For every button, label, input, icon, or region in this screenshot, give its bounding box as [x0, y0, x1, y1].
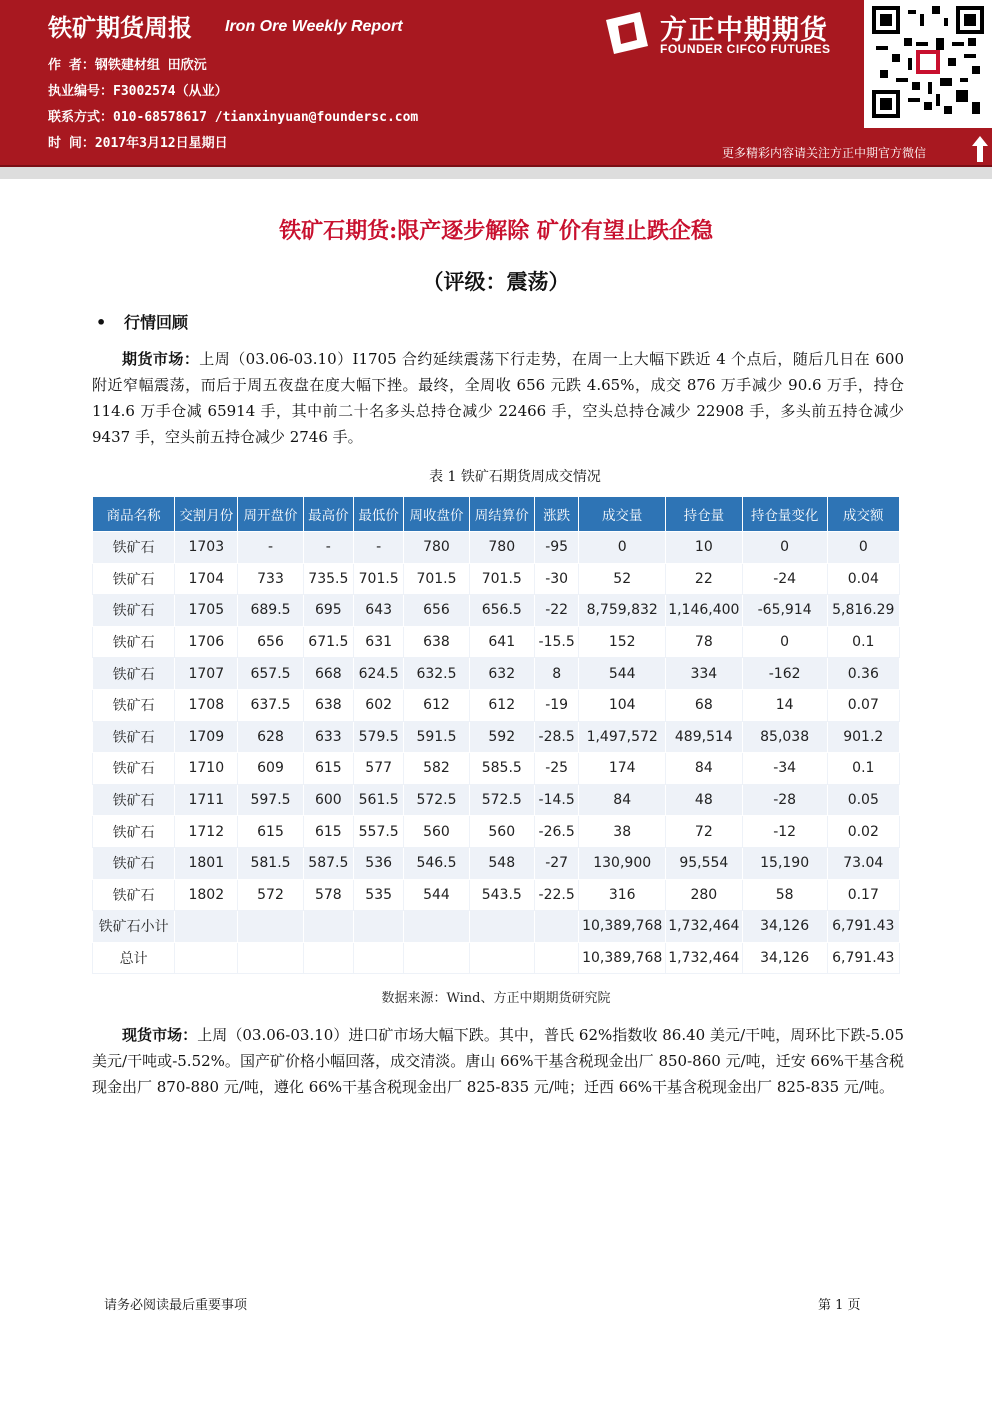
table-cell: 671.5: [303, 626, 353, 658]
table-cell: 489,514: [666, 721, 743, 753]
section-heading-text: 行情回顾: [124, 313, 189, 332]
table-row: [93, 563, 900, 595]
author-value: 钢铁建材组 田欣沅: [94, 58, 207, 73]
table-cell: 544: [579, 658, 666, 690]
table-cell: [175, 942, 238, 974]
table-cell: 0.07: [827, 689, 899, 721]
table-cell: 1705: [175, 595, 238, 627]
table-row: [93, 721, 900, 753]
table-cell: 701.5: [354, 563, 404, 595]
page-number: 第 1 页: [818, 1298, 861, 1313]
table-cell: 铁矿石: [93, 816, 175, 848]
table-cell: 633: [303, 721, 353, 753]
table-row: [93, 847, 900, 879]
table-cell: 铁矿石: [93, 721, 175, 753]
table-cell: -65,914: [742, 595, 827, 627]
date-row: [48, 132, 228, 151]
table-cell: -: [238, 532, 303, 564]
contact-row: [48, 106, 418, 125]
table-cell: 656.5: [469, 595, 534, 627]
column-header: 最低价: [354, 497, 404, 532]
table-cell: 0: [742, 532, 827, 564]
column-header: 周结算价: [469, 497, 534, 532]
spot-lead: 现货市场：: [122, 1026, 198, 1044]
table-cell: 34,126: [742, 942, 827, 974]
table-cell: 38: [579, 816, 666, 848]
logo-cn-text: 方正中期期货: [660, 15, 828, 46]
table-cell: -30: [534, 563, 578, 595]
table-cell: 668: [303, 658, 353, 690]
table-cell: 561.5: [354, 784, 404, 816]
table-cell: 572.5: [404, 784, 469, 816]
table-cell: 84: [579, 784, 666, 816]
table-cell: 656: [238, 626, 303, 658]
table-cell: 581.5: [238, 847, 303, 879]
table-cell: 1802: [175, 879, 238, 911]
table-cell: 1709: [175, 721, 238, 753]
table-cell: 591.5: [404, 721, 469, 753]
table-cell: 130,900: [579, 847, 666, 879]
table-cell: 544: [404, 879, 469, 911]
column-header: 成交额: [827, 497, 899, 532]
column-header: 交割月份: [175, 497, 238, 532]
table-cell: 铁矿石: [93, 689, 175, 721]
table-cell: 104: [579, 689, 666, 721]
table-cell: 34,126: [742, 911, 827, 943]
table-cell: 560: [469, 816, 534, 848]
report-title: 铁矿期货周报: [48, 14, 192, 42]
article-rating: （评级：震荡）: [422, 269, 570, 294]
table-cell: 572: [238, 879, 303, 911]
table-cell: [404, 911, 469, 943]
table-cell: 582: [404, 753, 469, 785]
table-row: [93, 532, 900, 564]
table-cell: 48: [666, 784, 743, 816]
table-cell: 543.5: [469, 879, 534, 911]
table-cell: 10: [666, 532, 743, 564]
table-cell: 632.5: [404, 658, 469, 690]
table-cell: 1712: [175, 816, 238, 848]
table-cell: 0.1: [827, 753, 899, 785]
table-cell: -22: [534, 595, 578, 627]
table-cell: 600: [303, 784, 353, 816]
table-cell: [354, 942, 404, 974]
table-cell: 8,759,832: [579, 595, 666, 627]
table-cell: [469, 942, 534, 974]
column-header: 涨跌: [534, 497, 578, 532]
table-cell: 901.2: [827, 721, 899, 753]
table-cell: 0.36: [827, 658, 899, 690]
table-cell: 657.5: [238, 658, 303, 690]
table-cell: 780: [404, 532, 469, 564]
spot-paragraph: [92, 1022, 904, 1100]
table-cell: 597.5: [238, 784, 303, 816]
table-cell: 6,791.43: [827, 942, 899, 974]
table-cell: 铁矿石: [93, 879, 175, 911]
table-cell: 铁矿石: [93, 784, 175, 816]
table-cell: 85,038: [742, 721, 827, 753]
table-cell: 174: [579, 753, 666, 785]
futures-paragraph: [92, 346, 904, 450]
table-cell: 0.04: [827, 563, 899, 595]
author-label: 作 者：: [48, 58, 95, 73]
table-cell: 701.5: [404, 563, 469, 595]
futures-lead: 期货市场：: [122, 350, 200, 368]
table-row: [93, 879, 900, 911]
table-cell: 0: [742, 626, 827, 658]
table-cell: 557.5: [354, 816, 404, 848]
license-label: 执业编号：: [48, 84, 114, 99]
header-divider: [0, 165, 992, 179]
table-cell: 0: [579, 532, 666, 564]
table-cell: [238, 942, 303, 974]
table-cell: 637.5: [238, 689, 303, 721]
column-header: 最高价: [303, 497, 353, 532]
data-source: 数据来源：Wind、方正中期期货研究院: [381, 991, 611, 1006]
table-cell: [534, 911, 578, 943]
table-cell: 总计: [93, 942, 175, 974]
contact-label: 联系方式：: [48, 110, 114, 125]
table-cell: 587.5: [303, 847, 353, 879]
table-cell: -22.5: [534, 879, 578, 911]
table-cell: 1,732,464: [666, 911, 743, 943]
table-cell: 1708: [175, 689, 238, 721]
table-cell: 733: [238, 563, 303, 595]
table-cell: [175, 911, 238, 943]
table-cell: 638: [303, 689, 353, 721]
report-title-en: Iron Ore Weekly Report: [225, 18, 403, 35]
table-cell: 628: [238, 721, 303, 753]
wechat-follow-note: 更多精彩内容请关注方正中期官方微信: [722, 146, 927, 160]
license-row: [48, 80, 228, 99]
table-cell: [534, 942, 578, 974]
table-cell: 0.1: [827, 626, 899, 658]
table-cell: 铁矿石: [93, 563, 175, 595]
table-cell: 0.02: [827, 816, 899, 848]
table-cell: 572.5: [469, 784, 534, 816]
table-cell: 577: [354, 753, 404, 785]
footer-notice: 请务必阅读最后重要事项: [104, 1298, 248, 1313]
column-header: 商品名称: [93, 497, 175, 532]
table-cell: 1711: [175, 784, 238, 816]
table-cell: 695: [303, 595, 353, 627]
table-cell: 铁矿石: [93, 595, 175, 627]
table-cell: 58: [742, 879, 827, 911]
article-title: 铁矿石期货:限产逐步解除 矿价有望止跌企稳: [279, 218, 713, 244]
contact-value: 010-68578617 /tianxinyuan@foundersc.com: [113, 110, 419, 125]
table-cell: 152: [579, 626, 666, 658]
table-cell: -25: [534, 753, 578, 785]
table-cell: 1,146,400: [666, 595, 743, 627]
table-cell: 638: [404, 626, 469, 658]
table-cell: 280: [666, 879, 743, 911]
table-cell: 78: [666, 626, 743, 658]
date-label: 时 间：: [48, 136, 95, 151]
table-cell: 579.5: [354, 721, 404, 753]
table-row: [93, 689, 900, 721]
table-cell: 643: [354, 595, 404, 627]
table-cell: 609: [238, 753, 303, 785]
table-cell: 73.04: [827, 847, 899, 879]
table-cell: 612: [404, 689, 469, 721]
table-cell: -28: [742, 784, 827, 816]
table-row: [93, 911, 900, 943]
table-cell: -24: [742, 563, 827, 595]
table-cell: 535: [354, 879, 404, 911]
table-cell: 1,732,464: [666, 942, 743, 974]
table-body: [93, 532, 900, 974]
table-cell: 1703: [175, 532, 238, 564]
table-cell: [238, 911, 303, 943]
table-cell: 656: [404, 595, 469, 627]
spot-text: 上周（03.06-03.10）进口矿市场大幅下跌。其中，普氏 62%指数收 86.40 美元/干吨，周环比下跌-5.05 美元/干吨或-5.52%。国产矿价格小幅回落，成交清淡。唐山 66%干基含税现金出厂 850-860 元/吨，迁安 66%干基含税现金出厂 870-880 元/吨，遵化 66%干基含税现金出厂 825-835 元/吨；迁西 66%干基含税现金出厂 825-835 元/吨。: [92, 1026, 904, 1096]
table-row: [93, 942, 900, 974]
table-cell: 0.05: [827, 784, 899, 816]
table-cell: 铁矿石: [93, 847, 175, 879]
table-caption: 表 1 铁矿石期货周成交情况: [429, 469, 601, 485]
table-cell: 68: [666, 689, 743, 721]
table-cell: 5,816.29: [827, 595, 899, 627]
column-header: 持仓量: [666, 497, 743, 532]
table-cell: 641: [469, 626, 534, 658]
table-cell: [303, 911, 353, 943]
report-header: [0, 0, 992, 165]
table-cell: 624.5: [354, 658, 404, 690]
table-cell: 615: [303, 816, 353, 848]
bullet-icon: •: [96, 313, 107, 332]
table-cell: -26.5: [534, 816, 578, 848]
table-cell: 52: [579, 563, 666, 595]
table-cell: -: [354, 532, 404, 564]
table-cell: 铁矿石: [93, 753, 175, 785]
table-cell: 铁矿石小计: [93, 911, 175, 943]
table-cell: 铁矿石: [93, 658, 175, 690]
table-cell: 602: [354, 689, 404, 721]
table-cell: 8: [534, 658, 578, 690]
table-cell: 10,389,768: [579, 911, 666, 943]
table-cell: 10,389,768: [579, 942, 666, 974]
table-row: [93, 816, 900, 848]
column-header: 周开盘价: [238, 497, 303, 532]
wechat-qr-code: [864, 0, 992, 128]
table-cell: 592: [469, 721, 534, 753]
table-cell: -27: [534, 847, 578, 879]
table-row: [93, 595, 900, 627]
table-cell: 14: [742, 689, 827, 721]
table-cell: [354, 911, 404, 943]
founder-logo-icon: [604, 10, 650, 56]
table-cell: 6,791.43: [827, 911, 899, 943]
table-cell: -15.5: [534, 626, 578, 658]
table-cell: -162: [742, 658, 827, 690]
qr-code-icon: [872, 6, 984, 118]
table-cell: 1704: [175, 563, 238, 595]
date-value: 2017年3月12日星期日: [94, 136, 228, 151]
table-cell: 780: [469, 532, 534, 564]
table-cell: 631: [354, 626, 404, 658]
table-cell: 95,554: [666, 847, 743, 879]
table-cell: -14.5: [534, 784, 578, 816]
table-cell: -: [303, 532, 353, 564]
table-cell: 1706: [175, 626, 238, 658]
table-cell: 0.17: [827, 879, 899, 911]
column-header: 周收盘价: [404, 497, 469, 532]
table-cell: 585.5: [469, 753, 534, 785]
table-row: [93, 626, 900, 658]
table-cell: 560: [404, 816, 469, 848]
table-cell: 84: [666, 753, 743, 785]
table-cell: -12: [742, 816, 827, 848]
table-cell: 546.5: [404, 847, 469, 879]
company-logo: [600, 8, 860, 62]
section-heading: [96, 310, 188, 333]
table-cell: [469, 911, 534, 943]
table-cell: 735.5: [303, 563, 353, 595]
table-cell: 612: [469, 689, 534, 721]
table-cell: 701.5: [469, 563, 534, 595]
author-row: [48, 54, 207, 73]
table-cell: 1710: [175, 753, 238, 785]
futures-trading-table: [92, 496, 900, 974]
table-cell: 1801: [175, 847, 238, 879]
table-cell: 15,190: [742, 847, 827, 879]
table-cell: 316: [579, 879, 666, 911]
arrow-up-icon: [972, 136, 988, 162]
table-cell: 铁矿石: [93, 626, 175, 658]
table-cell: -19: [534, 689, 578, 721]
column-header: 成交量: [579, 497, 666, 532]
table-cell: [404, 942, 469, 974]
table-cell: 72: [666, 816, 743, 848]
license-value: F3002574（从业）: [113, 84, 228, 99]
table-cell: 578: [303, 879, 353, 911]
table-row: [93, 753, 900, 785]
table-cell: -28.5: [534, 721, 578, 753]
table-row: [93, 658, 900, 690]
table-cell: -34: [742, 753, 827, 785]
table-cell: 22: [666, 563, 743, 595]
table-cell: 0: [827, 532, 899, 564]
table-cell: 1707: [175, 658, 238, 690]
column-header: 持仓量变化: [742, 497, 827, 532]
table-cell: 689.5: [238, 595, 303, 627]
table-row: [93, 784, 900, 816]
table-cell: 1,497,572: [579, 721, 666, 753]
table-cell: -95: [534, 532, 578, 564]
logo-en-text: FOUNDER CIFCO FUTURES: [660, 42, 831, 56]
table-cell: [303, 942, 353, 974]
table-cell: 铁矿石: [93, 532, 175, 564]
table-cell: 615: [303, 753, 353, 785]
table-header-row: [93, 497, 900, 532]
table-cell: 334: [666, 658, 743, 690]
table-cell: 632: [469, 658, 534, 690]
futures-text: 上周（03.06-03.10）I1705 合约延续震荡下行走势，在周一上大幅下跌近 4 个点后，随后几日在 600 附近窄幅震荡，而后于周五夜盘在度大幅下挫。最终，全周收 656 元跌 4.65%，成交 876 万手减少 90.6 万手，持仓 114.6 万手仓减 65914 手，其中前二十名多头总持仓减少 22466 手，空头总持仓减少 22908 手，多头前五持仓减少 9437 手，空头前五持仓减少 2746 手。: [92, 350, 904, 446]
table-cell: 615: [238, 816, 303, 848]
table-cell: 548: [469, 847, 534, 879]
table-cell: 536: [354, 847, 404, 879]
